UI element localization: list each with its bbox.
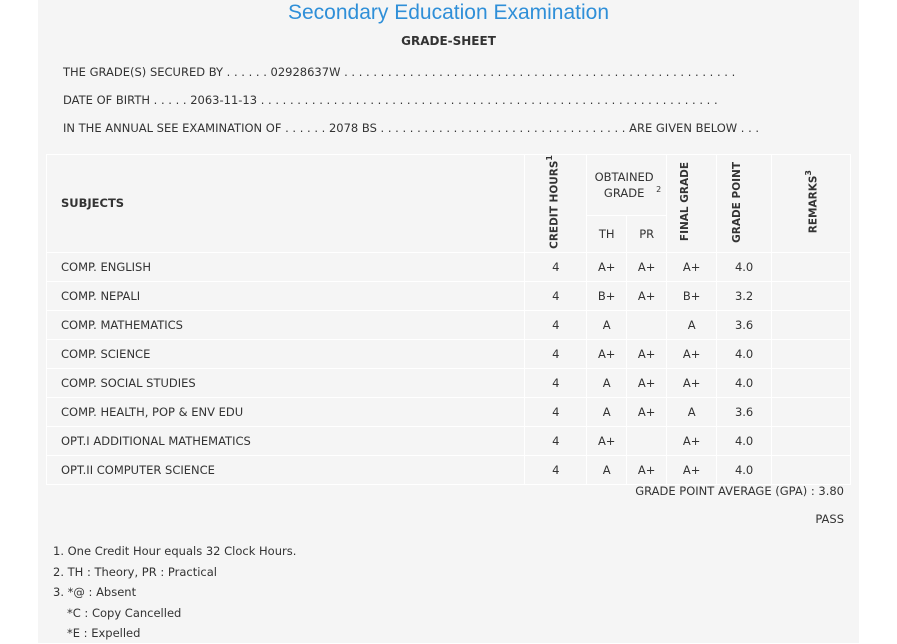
- subject-cell: OPT.I ADDITIONAL MATHEMATICS: [47, 426, 525, 455]
- subject-cell: COMP. NEPALI: [47, 281, 525, 310]
- grade-point-cell: 4.0: [717, 455, 772, 484]
- practical-grade-cell: A+: [627, 252, 667, 281]
- table-row: [47, 368, 851, 397]
- footnote: 3. *@ : Absent: [53, 585, 137, 599]
- credit-hours-cell: 4: [525, 252, 587, 281]
- table-row: [47, 397, 851, 426]
- final-grade-cell: A+: [667, 339, 717, 368]
- header-credit-hours: CREDIT HOURS$^1$: [525, 155, 587, 253]
- practical-grade-cell: A+: [627, 455, 667, 484]
- exam-line: IN THE ANNUAL SEE EXAMINATION OF . . . . . . 2078 BS . . . . . . . . . . . . . . . . . . . . . . . . . . . . . . . . . . ARE GIVEN BELOW . . .: [63, 121, 760, 135]
- grades-table-wrapper: [46, 154, 851, 485]
- credit-hours-cell: 4: [525, 397, 587, 426]
- gpa-summary: GRADE POINT AVERAGE (GPA) : 3.80: [635, 484, 844, 498]
- footnote: 1. One Credit Hour equals 32 Clock Hours.: [53, 544, 297, 558]
- header-subjects: SUBJECTS: [47, 155, 525, 253]
- final-grade-cell: A+: [667, 252, 717, 281]
- remarks-cell: [772, 310, 851, 339]
- grade-point-cell: 4.0: [717, 368, 772, 397]
- subject-cell: COMP. MATHEMATICS: [47, 310, 525, 339]
- practical-grade-cell: [627, 310, 667, 339]
- header-obtained-grade: OBTAINED GRADE $^2$: [587, 155, 667, 216]
- credit-hours-cell: 4: [525, 281, 587, 310]
- theory-grade-cell: A+: [587, 339, 627, 368]
- theory-grade-cell: A: [587, 397, 627, 426]
- date-of-birth-line: DATE OF BIRTH . . . . . 2063-11-13 . . . . . . . . . . . . . . . . . . . . . . . . . . . . . . . . . . . . . . . . . . . . . . . . . . . . . . . . . . . . . . .: [63, 93, 718, 107]
- final-grade-cell: A: [667, 397, 717, 426]
- grade-point-cell: 4.0: [717, 339, 772, 368]
- practical-grade-cell: A+: [627, 368, 667, 397]
- remarks-cell: [772, 368, 851, 397]
- table-row: [47, 252, 851, 281]
- credit-hours-cell: 4: [525, 455, 587, 484]
- final-grade-cell: A+: [667, 455, 717, 484]
- theory-grade-cell: A+: [587, 252, 627, 281]
- grade-point-cell: 4.0: [717, 426, 772, 455]
- final-grade-cell: A+: [667, 368, 717, 397]
- remarks-cell: [772, 455, 851, 484]
- header-pr: PR: [627, 216, 667, 253]
- grades-table: [46, 154, 851, 485]
- table-row: [47, 281, 851, 310]
- theory-grade-cell: A+: [587, 426, 627, 455]
- result-status: PASS: [815, 512, 844, 526]
- table-row: [47, 455, 851, 484]
- page-title: Secondary Education Examination: [287, 1, 610, 24]
- credit-hours-cell: 4: [525, 339, 587, 368]
- header-final-grade: FINAL GRADE: [667, 155, 717, 253]
- subject-cell: OPT.II COMPUTER SCIENCE: [47, 455, 525, 484]
- subject-cell: COMP. SOCIAL STUDIES: [47, 368, 525, 397]
- remarks-cell: [772, 281, 851, 310]
- theory-grade-cell: A: [587, 455, 627, 484]
- subject-cell: COMP. HEALTH, POP & ENV EDU: [47, 397, 525, 426]
- footnotes: [53, 541, 296, 644]
- final-grade-cell: B+: [667, 281, 717, 310]
- grade-point-cell: 4.0: [717, 252, 772, 281]
- credit-hours-cell: 4: [525, 310, 587, 339]
- secured-by-line: THE GRADE(S) SECURED BY . . . . . . 02928637W . . . . . . . . . . . . . . . . . . . . . . . . . . . . . . . . . . . . . . . . . . . . . . . . . . . . . .: [63, 65, 736, 79]
- header-remarks: REMARKS$^3$: [772, 155, 851, 253]
- table-row: [47, 339, 851, 368]
- practical-grade-cell: A+: [627, 281, 667, 310]
- remarks-cell: [772, 252, 851, 281]
- practical-grade-cell: [627, 426, 667, 455]
- header-th: TH: [587, 216, 627, 253]
- theory-grade-cell: A: [587, 310, 627, 339]
- theory-grade-cell: B+: [587, 281, 627, 310]
- table-row: [47, 426, 851, 455]
- grade-sheet: [38, 0, 859, 643]
- practical-grade-cell: A+: [627, 397, 667, 426]
- footnote: *E : Expelled: [67, 626, 141, 640]
- footnote: 2. TH : Theory, PR : Practical: [53, 564, 217, 579]
- grade-point-cell: 3.6: [717, 397, 772, 426]
- subject-cell: COMP. SCIENCE: [47, 339, 525, 368]
- subject-cell: COMP. ENGLISH: [47, 252, 525, 281]
- final-grade-cell: A: [667, 310, 717, 339]
- footnote: *C : Copy Cancelled: [67, 605, 182, 620]
- grade-point-cell: 3.6: [717, 310, 772, 339]
- grade-point-cell: 3.2: [717, 281, 772, 310]
- header-grade-point: GRADE POINT: [717, 155, 772, 253]
- grade-sheet-heading: GRADE-SHEET: [401, 34, 496, 48]
- theory-grade-cell: A: [587, 368, 627, 397]
- remarks-cell: [772, 426, 851, 455]
- remarks-cell: [772, 397, 851, 426]
- practical-grade-cell: A+: [627, 339, 667, 368]
- table-row: [47, 310, 851, 339]
- remarks-cell: [772, 339, 851, 368]
- credit-hours-cell: 4: [525, 368, 587, 397]
- final-grade-cell: A+: [667, 426, 717, 455]
- credit-hours-cell: 4: [525, 426, 587, 455]
